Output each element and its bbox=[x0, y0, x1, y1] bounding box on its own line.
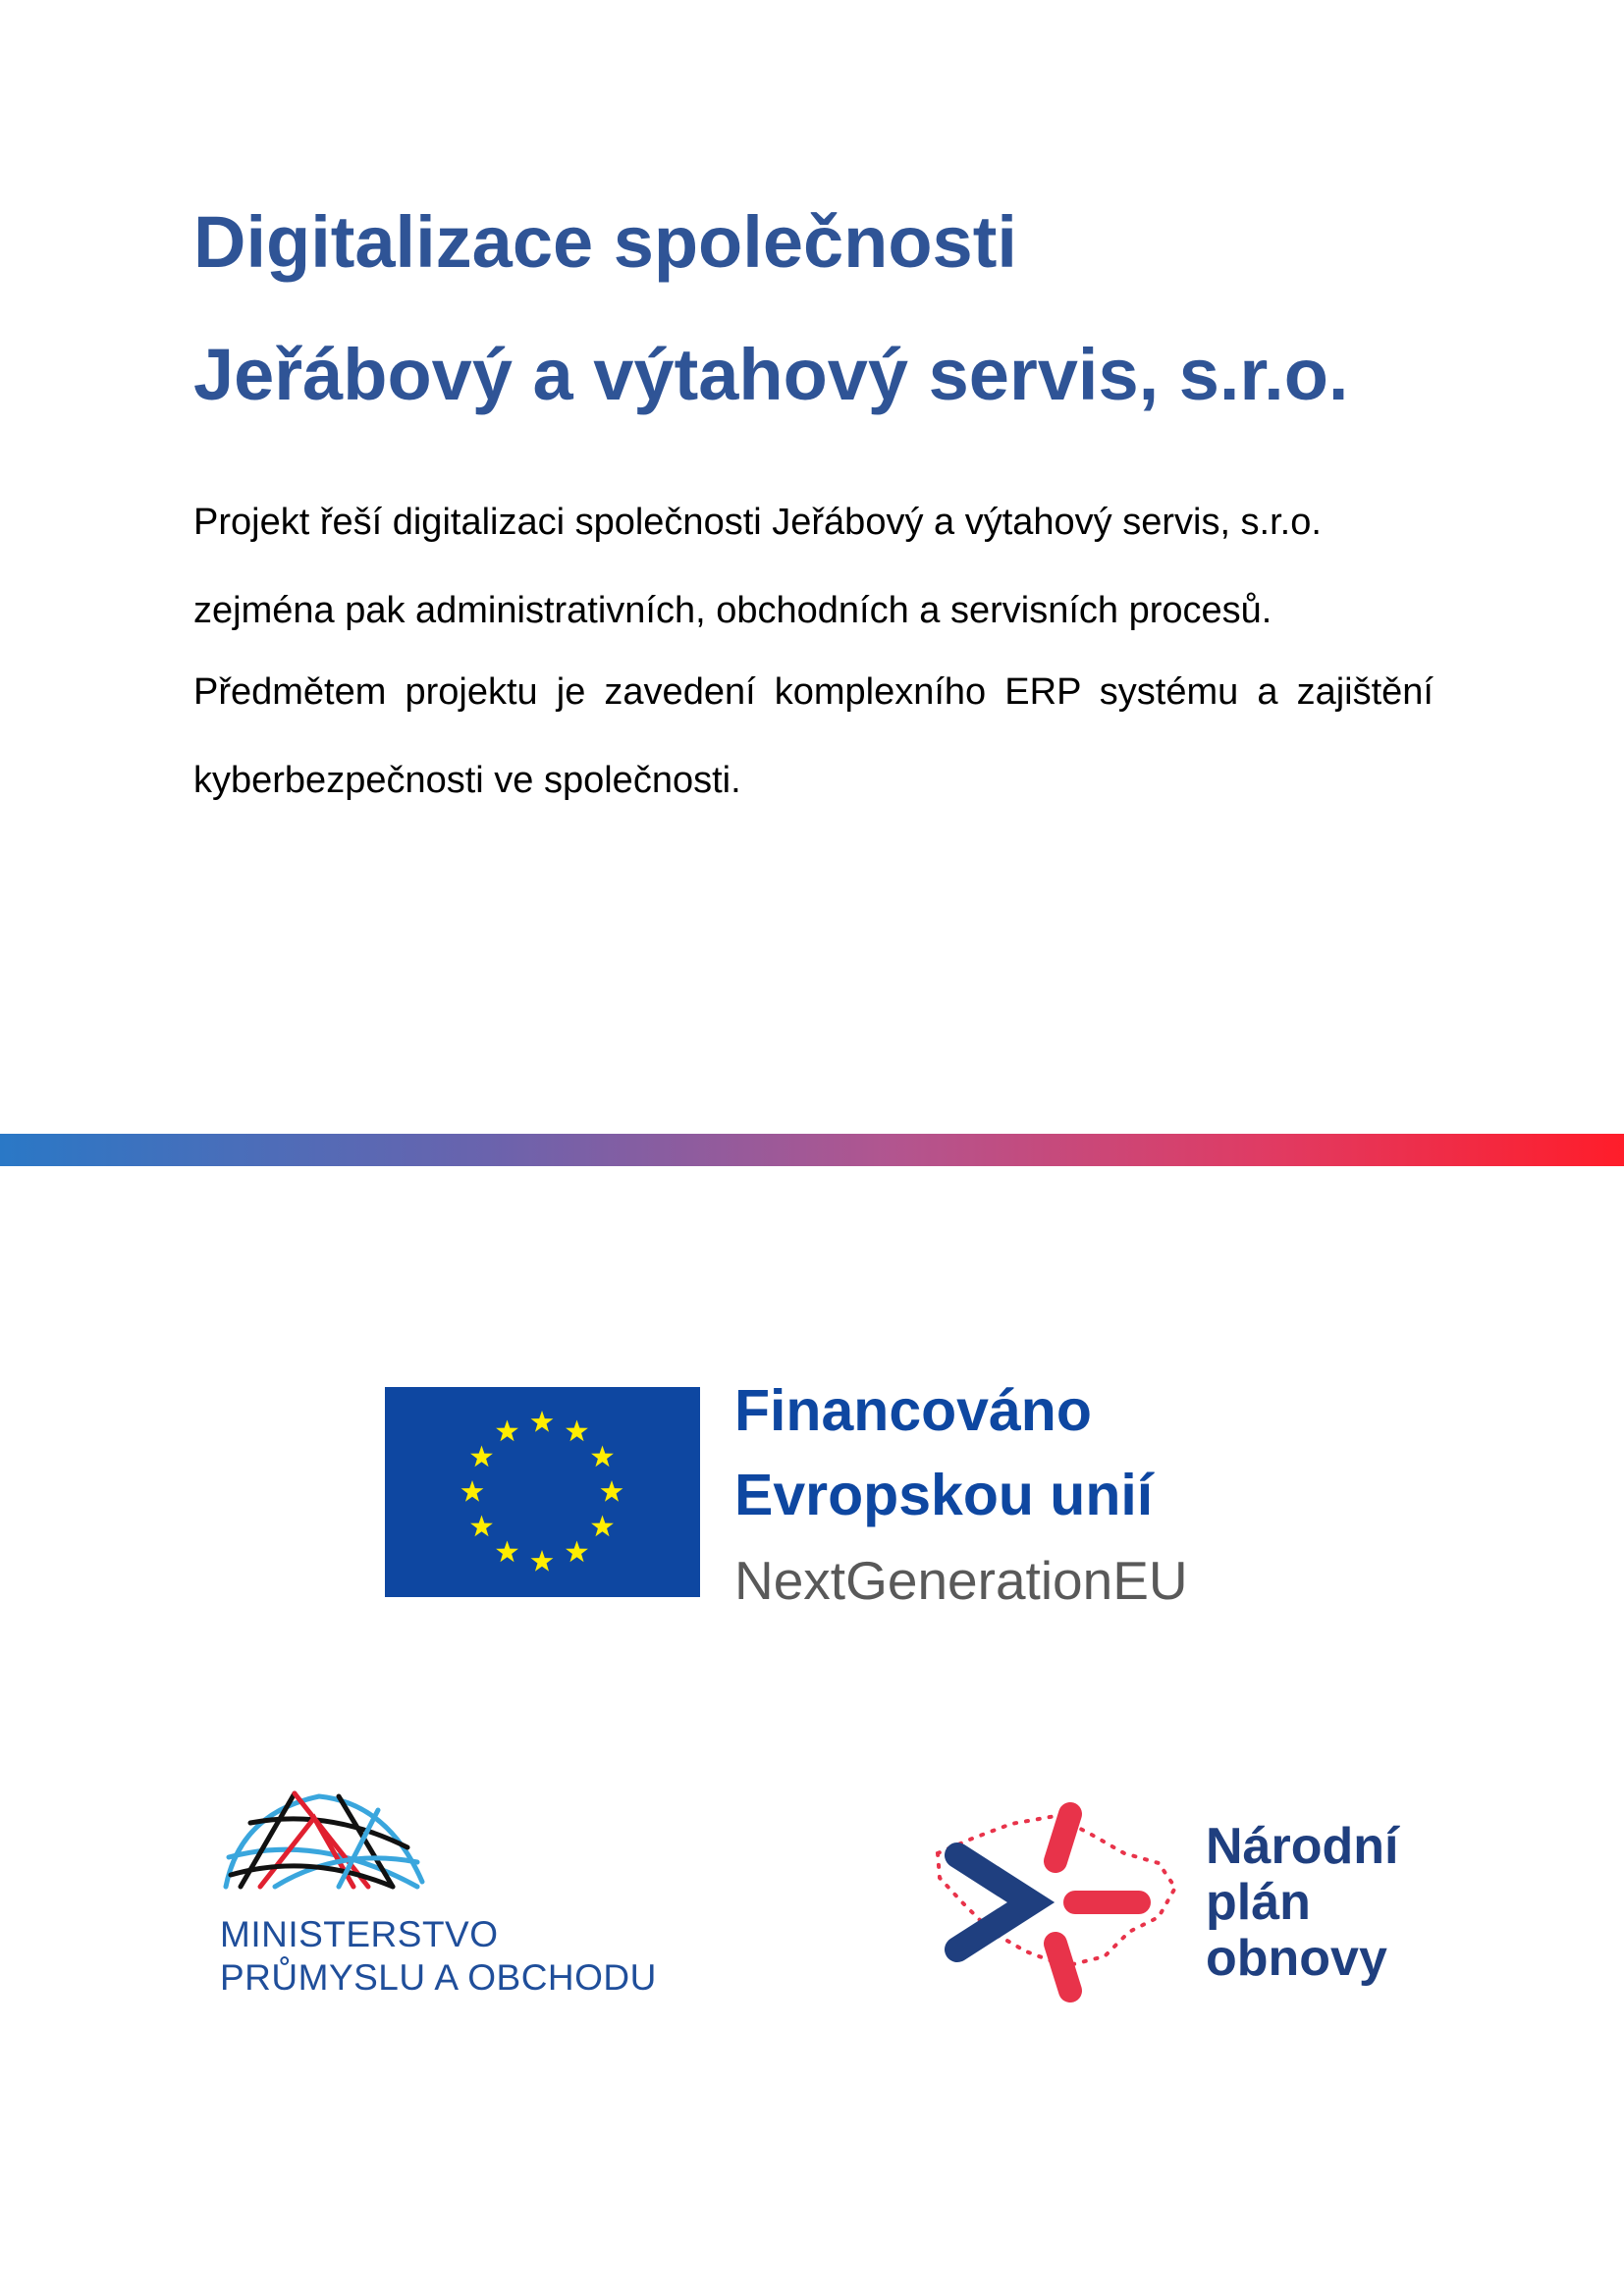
czech-map-recovery-icon bbox=[918, 1794, 1193, 2010]
project-subject: Předmětem projektu je zavedení komplexního ERP systému a zajištění kyberbezpečnosti ve společnosti. bbox=[193, 671, 1434, 801]
document-title-line-1: Digitalizace společnosti bbox=[193, 201, 1017, 283]
eu-union-label: Evropskou unií bbox=[734, 1463, 1154, 1527]
ministry-label-line-1: MINISTERSTVO bbox=[220, 1914, 499, 1954]
eu-flag-icon bbox=[385, 1387, 700, 1597]
gradient-divider bbox=[0, 1134, 1624, 1166]
ministry-globe-icon bbox=[221, 1789, 427, 1895]
ministry-label-line-2: PRŮMYSLU A OBCHODU bbox=[220, 1957, 657, 1998]
recovery-plan-label-line-3: obnovy bbox=[1206, 1930, 1387, 1987]
recovery-plan-label-line-1: Národní bbox=[1206, 1818, 1399, 1875]
project-description: Projekt řeší digitalizaci společnosti Jeřábový a výtahový servis, s.r.o. zejména pak administrativních, obchodních a servisních procesů. bbox=[193, 502, 1322, 631]
document-title-line-2: Jeřábový a výtahový servis, s.r.o. bbox=[193, 334, 1349, 415]
recovery-plan-label-line-2: plán bbox=[1206, 1874, 1311, 1931]
next-generation-eu-label: NextGenerationEU bbox=[734, 1550, 1188, 1611]
eu-financed-label: Financováno bbox=[734, 1378, 1092, 1443]
